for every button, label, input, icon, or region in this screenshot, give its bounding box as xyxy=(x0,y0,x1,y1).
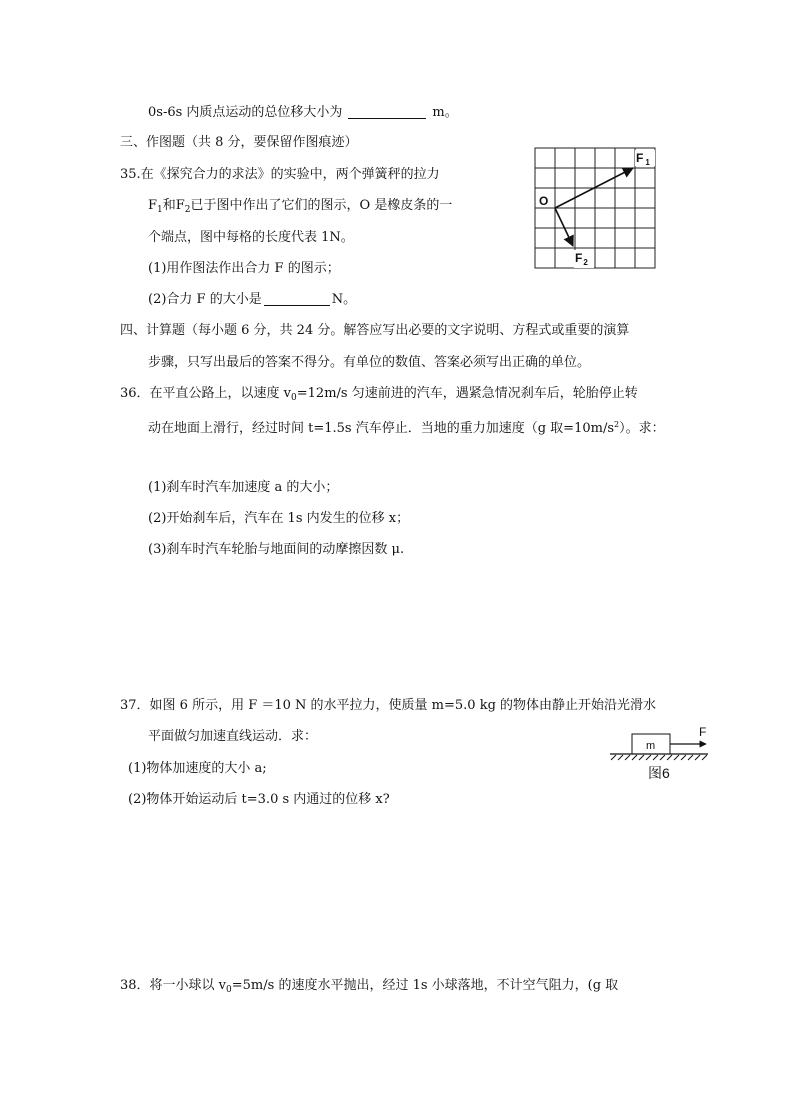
ground-hatching xyxy=(611,755,707,760)
answer-blank xyxy=(348,104,426,119)
q36-line-1-text-a: 36．在平直公路上，以速度 v xyxy=(120,386,292,401)
q38-line-1 xyxy=(120,977,618,999)
q35-f2-symbol: 和F xyxy=(162,198,185,213)
q36-line-1 xyxy=(120,385,638,407)
prev-question-unit: m。 xyxy=(432,105,458,120)
q35-f1-symbol: F xyxy=(148,198,158,213)
q35-sub-2-unit: N。 xyxy=(331,292,357,307)
q37-line-2: 平面做匀加速直线运动．求： xyxy=(148,729,318,744)
f2-vector-arrow xyxy=(555,208,573,246)
q35-line-1: 35.在《探究合力的求法》的实验中，两个弹簧秤的拉力 xyxy=(120,167,440,182)
q35-f1-subscript: 1 xyxy=(157,205,163,215)
q38-line-1-text-a: 38．将一小球以 v xyxy=(120,978,227,993)
q36-unit-superscript: 2 xyxy=(614,420,620,429)
q36-line-1-text-b: =12m/s 匀速前进的汽车，遇紧急情况刹车后，轮胎停止转 xyxy=(296,386,638,401)
q37-sub-1: (1)物体加速度的大小 a; xyxy=(128,761,267,776)
f2-label: $F_2$ xyxy=(575,251,588,267)
q37-line-1: 37．如图 6 所示，用 F ＝10 N 的水平拉力，使质量 m=5.0 kg 的物体由静止开始沿光滑水 xyxy=(120,698,657,713)
q35-sub-2-text: (2)合力 F 的大小是 xyxy=(148,292,262,307)
q36-sub-1: (1)刹车时汽车加速度 a 的大小； xyxy=(148,480,339,495)
q36-sub-3: (3)刹车时汽车轮胎与地面间的动摩擦因数 μ. xyxy=(148,542,405,557)
force-grid-figure xyxy=(525,140,665,275)
section-heading-calculation-cont: 步骤，只写出最后的答案不得分。有单位的数值、答案必须写出正确的单位。 xyxy=(148,355,591,370)
q36-sub-2: (2)开始刹车后，汽车在 1s 内发生的位移 x； xyxy=(148,511,410,526)
origin-label: O xyxy=(539,194,549,208)
q35-line-2-text: 已于图中作出了它们的图示，O 是橡皮条的一 xyxy=(190,198,453,213)
prev-question-text: 0s-6s 内质点运动的总位移大小为 xyxy=(148,105,343,120)
force-label: F xyxy=(699,725,707,739)
q36-line-2-text-b: ）。求： xyxy=(619,421,665,436)
q35-sub-2 xyxy=(148,291,356,309)
q35-line-3: 个端点，图中每格的长度代表 1N。 xyxy=(148,230,354,245)
q35-line-2 xyxy=(148,197,452,219)
section-heading-calculation: 四、计算题（每小题 6 分，共 24 分。解答应写出必要的文字说明、方程式或重要的演算 xyxy=(120,323,630,338)
q38-v0-subscript: 0 xyxy=(226,985,232,995)
q36-line-2 xyxy=(148,416,665,438)
prev-question-line xyxy=(148,104,458,122)
q36-v0-subscript: 0 xyxy=(291,393,297,403)
q37-sub-2: (2)物体开始运动后 t=3.0 s 内通过的位移 x? xyxy=(128,792,390,807)
figure-caption: 图6 xyxy=(648,765,670,781)
q35-sub-1: (1)用作图法作出合力 F 的图示； xyxy=(148,261,340,276)
q35-f2-subscript: 2 xyxy=(184,205,191,215)
section-heading-drawing: 三、作图题（共 8 分，要保留作图痕迹） xyxy=(120,135,358,150)
q36-line-2-text-a: 动在地面上滑行，经过时间 t=1.5s 汽车停止．当地的重力加速度（g 取=10m/s xyxy=(148,421,614,436)
q38-line-1-text-b: =5m/s 的速度水平抛出，经过 1s 小球落地，不计空气阻力，(g 取 xyxy=(231,978,619,993)
answer-blank xyxy=(264,291,330,306)
block-force-figure xyxy=(608,722,718,784)
block-mass-label: m xyxy=(646,740,656,752)
f1-label: F $_1$ xyxy=(636,151,650,167)
